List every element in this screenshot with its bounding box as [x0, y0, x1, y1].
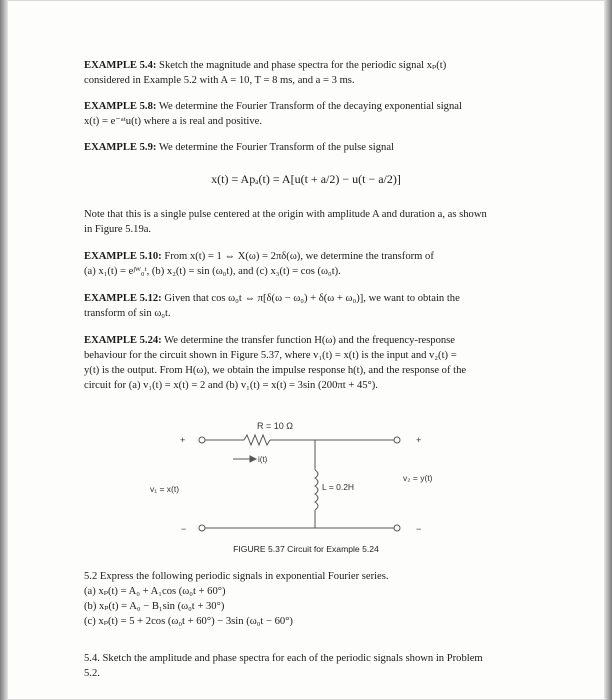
note-text: Note that this is a single pulse centered at the origin with amplitude A and duration a, as shown: [84, 209, 487, 220]
problem-5-4: [84, 651, 534, 681]
example-text: behaviour for the circuit shown in Figure 5.37, where v₁(t) = x(t) is the input and v₂(t) =: [84, 350, 457, 361]
problem-part-c: (c) xₚ(t) = 5 + 2cos (ω₀t + 60°) − 3sin (ω₀t − 60°): [84, 616, 293, 627]
problem-text: 5.2.: [84, 668, 100, 679]
resistor-label: R = 10 Ω: [257, 421, 293, 431]
terminal-output-bottom: [394, 525, 400, 531]
example-text: Sketch the magnitude and phase spectra for the periodic signal xₚ(t): [159, 60, 447, 71]
example-label: EXAMPLE 5.24:: [84, 335, 162, 346]
example-text: We determine the Fourier Transform of the decaying exponential signal: [158, 101, 462, 112]
problem-5-2: [84, 569, 534, 629]
example-text: From x(t) = 1 ⇔ X(ω) = 2πδ(ω), we determine the transform of: [164, 251, 434, 262]
input-minus-sign: −: [181, 524, 187, 534]
output-voltage-label: v₂ = y(t): [403, 473, 433, 483]
output-plus-sign: +: [416, 435, 422, 445]
problem-part-a: (a) xₚ(t) = A₀ + A₁cos (ω₀t + 60°): [84, 586, 226, 597]
example-text: We determine the transfer function H(ω) and the frequency-response: [164, 335, 456, 346]
note-text: in Figure 5.19a.: [84, 224, 152, 235]
example-label: EXAMPLE 5.10:: [84, 251, 162, 262]
example-text: (a) x₁(t) = eʲᵂ₀ᵗ, (b) x₂(t) = sin (ω₀t), and (c) x₃(t) = cos (ω₀t).: [84, 266, 341, 277]
pulse-equation: x(t) = Apₐ(t) = A[u(t + a/2) − u(t − a/2)]: [211, 172, 401, 186]
output-minus-sign: −: [416, 524, 422, 534]
terminal-output-top: [394, 437, 400, 443]
input-voltage-label: v₁ = x(t): [150, 484, 180, 494]
current-label: i(t): [258, 455, 268, 464]
figure-caption: FIGURE 5.37 Circuit for Example 5.24: [233, 544, 379, 554]
example-label: EXAMPLE 5.8:: [84, 101, 157, 112]
example-text: transform of sin ω₀t.: [84, 308, 171, 319]
example-text: Given that cos ω₀t ⇔ π[δ(ω − ω₀) + δ(ω + ω₀)], we want to obtain the: [164, 293, 460, 304]
problem-title: 5.2 Express the following periodic signals in exponential Fourier series.: [84, 571, 389, 582]
example-text: circuit for (a) v₁(t) = x(t) = 2 and (b) v₁(t) = x(t) = 3sin (200πt + 45°).: [84, 380, 378, 391]
inductor-symbol: [315, 470, 318, 510]
current-arrowhead: [250, 456, 256, 462]
example-label: EXAMPLE 5.12:: [84, 293, 162, 304]
inductor-label: L = 0.2H: [322, 482, 355, 492]
example-text: y(t) is the output. From H(ω), we obtain the impulse response h(t), and the response of the: [84, 365, 467, 376]
example-text: x(t) = e⁻ᵃᵗu(t) where a is real and positive.: [84, 116, 262, 127]
example-label: EXAMPLE 5.9:: [84, 142, 157, 153]
terminal-input-top: [199, 437, 205, 443]
input-plus-sign: +: [180, 435, 186, 445]
problem-part-b: (b) xₚ(t) = A₀ − B₁sin (ω₀t + 30°): [84, 601, 225, 612]
terminal-input-bottom: [199, 525, 205, 531]
example-text: considered in Example 5.2 with A = 10, T = 8 ms, and a = 3 ms.: [84, 75, 355, 86]
resistor-symbol: [244, 435, 270, 445]
example-text: We determine the Fourier Transform of the pulse signal: [158, 142, 394, 153]
problem-text: 5.4. Sketch the amplitude and phase spectra for each of the periodic signals shown in Problem: [84, 653, 483, 664]
example-label: EXAMPLE 5.4:: [84, 60, 157, 71]
